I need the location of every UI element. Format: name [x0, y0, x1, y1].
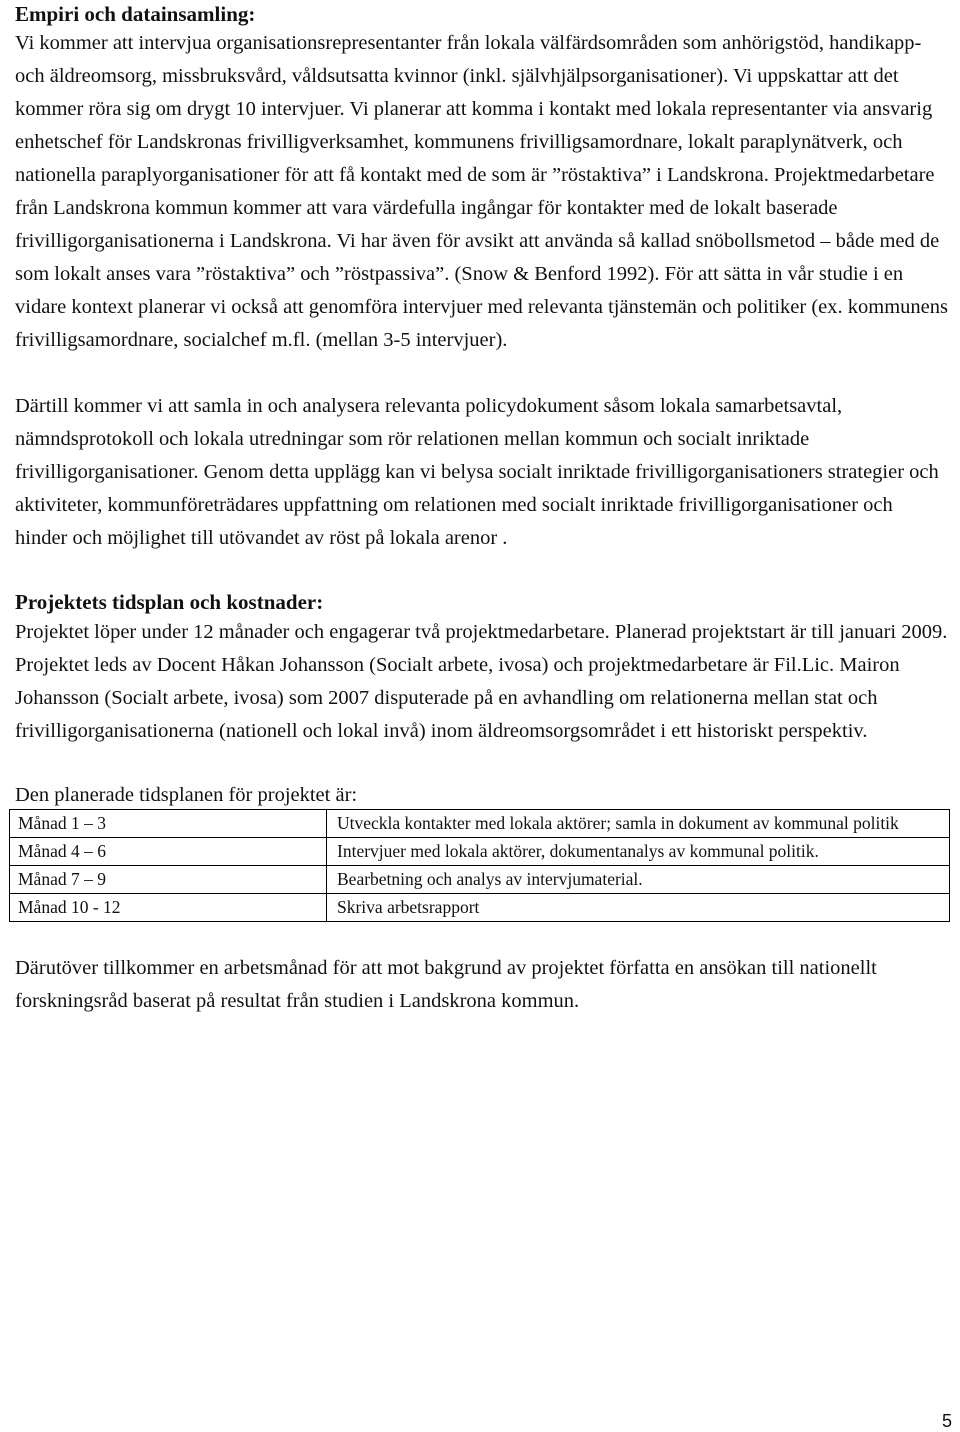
table-row	[10, 838, 950, 866]
document-page	[15, 0, 950, 1018]
table-row	[10, 866, 950, 894]
schedule-table	[9, 809, 950, 922]
schedule-period: Månad 1 – 3	[10, 810, 327, 838]
schedule-period: Månad 4 – 6	[10, 838, 327, 866]
paragraph-tidsplan: Projektet löper under 12 månader och engagerar två projektmedarbetare. Planerad projektstart är till januari 2009. Projektet leds av Docent Håkan Johansson (Socialt arbete, ivosa) och projektmedarbetare är Fil.Lic. Mairon Johansson (Socialt arbete, ivosa) som 2007 disputerade på en avhandling om relationerna mellan stat och frivilligorganisationerna (nationell och lokal invå) inom äldreomsorgsområdet i ett historiskt perspektiv.	[15, 621, 948, 742]
section-heading-tidsplan: Projektets tidsplan och kostnader:	[15, 590, 324, 614]
paragraph-closing: Därutöver tillkommer en arbetsmånad för att mot bakgrund av projektet författa en ansökan till nationellt forskningsråd baserat på resultat från studien i Landskrona kommun.	[15, 957, 877, 1012]
schedule-intro: Den planerade tidsplanen för projektet är:	[15, 784, 358, 806]
section-heading-empiri: Empiri och datainsamling:	[15, 2, 256, 26]
schedule-activity: Bearbetning och analys av intervjumaterial.	[327, 866, 950, 894]
schedule-activity: Skriva arbetsrapport	[327, 894, 950, 922]
paragraph-spacer	[15, 555, 950, 588]
paragraph-spacer	[15, 922, 950, 952]
paragraph-spacer	[15, 357, 950, 390]
schedule-activity: Intervjuer med lokala aktörer, dokumentanalys av kommunal politik.	[327, 838, 950, 866]
schedule-period: Månad 10 - 12	[10, 894, 327, 922]
paragraph-empiri: Vi kommer att intervjua organisationsrepresentanter från lokala välfärdsområden som anhörigstöd, handikapp- och äldreomsorg, missbruksvård, våldsutsatta kvinnor (inkl. självhjälpsorganisationer). Vi uppskattar att det kommer röra sig om drygt 10 intervjuer. Vi planerar att komma i kontakt med lokala representanter via ansvarig enhetschef för Landskronas frivilligverksamhet, kommunens frivilligsamordnare, lokalt paraplynätverk, och nationella paraplyorganisationer för att få kontakt med de som är ”röstaktiva” i Landskrona. Projektmedarbetare från Landskrona kommun kommer att vara värdefulla ingångar för kontakter med de lokalt baserade frivilligorganisationerna i Landskrona. Vi har även för avsikt att använda så kallad snöbollsmetod – både med de som lokalt anses vara ”röstaktiva” och ”röstpassiva”. (Snow & Benford 1992). För att sätta in vår studie i en vidare kontext planerar vi också att genomföra intervjuer med relevanta tjänstemän och politiker (ex. kommunens frivilligsamordnare, socialchef m.fl. (mellan 3-5 intervjuer).	[15, 32, 948, 351]
table-row	[10, 894, 950, 922]
paragraph-dokument: Därtill kommer vi att samla in och analysera relevanta policydokument såsom lokala samarbetsavtal, nämndsprotokoll och lokala utredningar som rör relationen mellan kommun och socialt inriktade frivilligorganisationer. Genom detta upplägg kan vi belysa socialt inriktade frivilligorganisationers strategier och aktiviteter, kommunföreträdares uppfattning om relationen med socialt inriktade frivilligorganisationer och hinder och möjlighet till utövandet av röst på lokala arenor .	[15, 395, 939, 549]
paragraph-spacer	[15, 748, 950, 781]
schedule-period: Månad 7 – 9	[10, 866, 327, 894]
page-number: 5	[941, 1411, 952, 1431]
table-row	[10, 810, 950, 838]
schedule-activity: Utveckla kontakter med lokala aktörer; samla in dokument av kommunal politik	[327, 810, 950, 838]
